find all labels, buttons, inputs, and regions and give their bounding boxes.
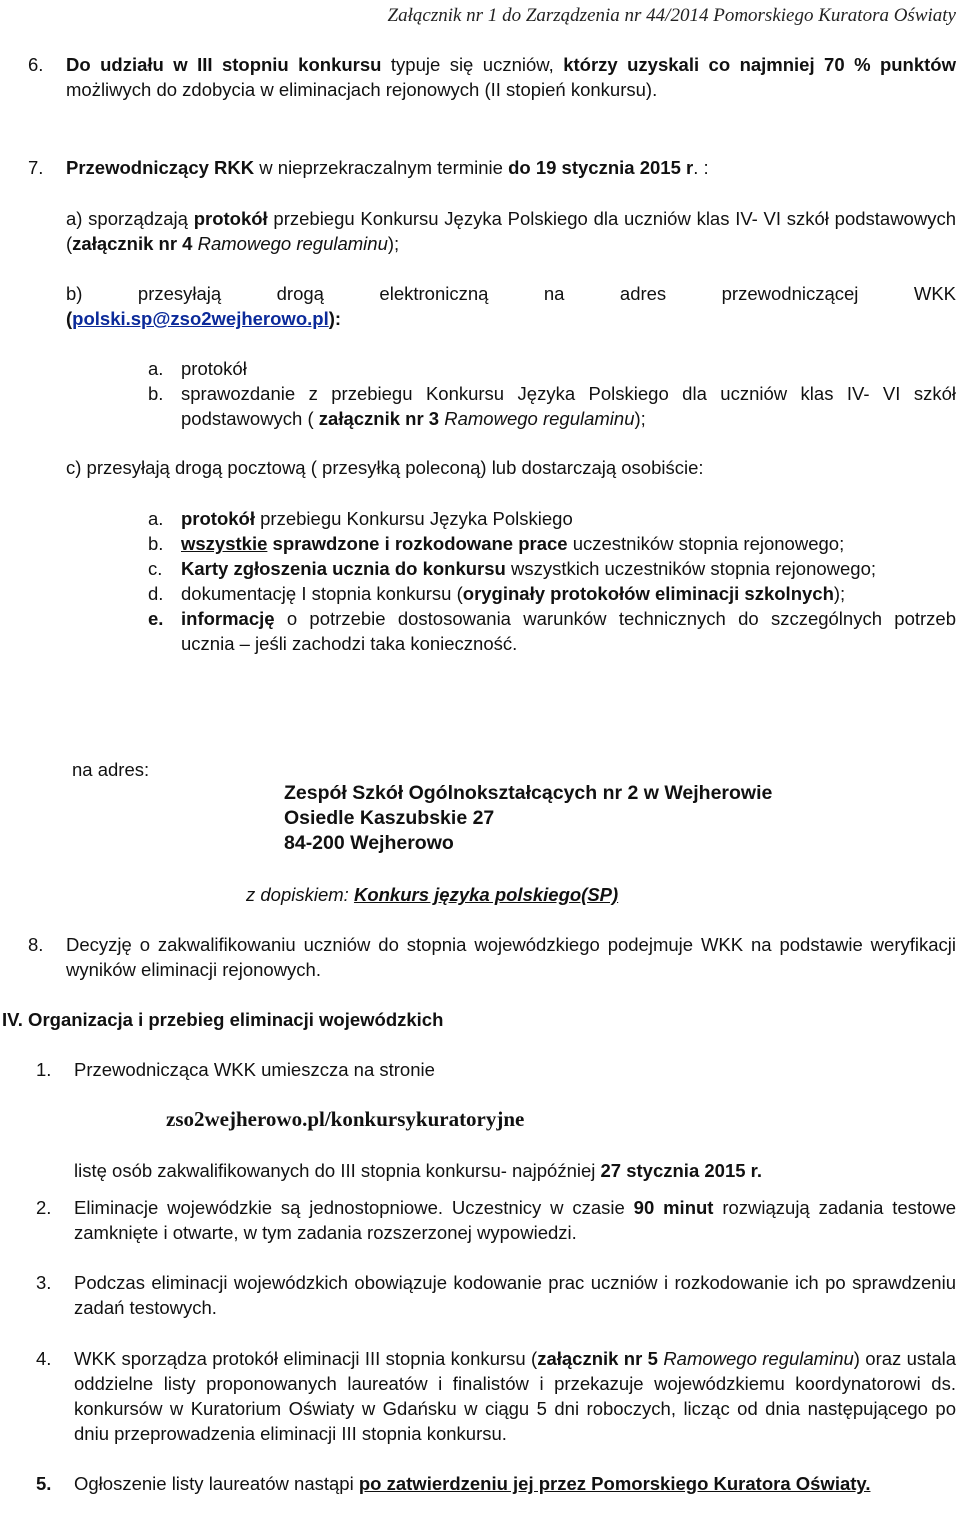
list-item-italic: Ramowego regulaminu: [444, 408, 635, 429]
item-number: 2.: [36, 1197, 52, 1218]
list-item-bold: Karty zgłoszenia ucznia do konkursu: [181, 558, 506, 579]
list-item-text: [181, 556, 956, 581]
address-line-2: Osiedle Kaszubskie 27: [284, 807, 495, 829]
item-7-bold-1: Przewodniczący RKK: [66, 157, 255, 178]
item-4-text-1: WKK sporządza protokół eliminacji III stopnia konkursu (: [74, 1348, 538, 1369]
deadline-date: 27 stycznia 2015 r.: [600, 1160, 762, 1181]
list-item-bold: załącznik nr 3: [318, 408, 440, 429]
item-6-text-2: typuje się uczniów,: [381, 54, 564, 75]
subitem-c-list: [148, 506, 956, 656]
list-item: [148, 581, 956, 606]
section-4-item-4-text: [74, 1346, 956, 1446]
address-label: na adres:: [72, 759, 150, 780]
list-item-text: [181, 581, 956, 606]
item-number: 6.: [28, 54, 44, 75]
list-item-text-2: wszystkich uczestników stopnia rejonowego;: [505, 558, 877, 579]
list-item: [148, 531, 956, 556]
item-8: [28, 932, 956, 982]
page-header: Załącznik nr 1 do Zarządzenia nr 44/2014 Pomorskiego Kuratora Oświaty: [387, 5, 956, 26]
address-block: [284, 781, 772, 856]
section-4-item-1-deadline: [74, 1158, 762, 1183]
section-4-item-1-text: Przewodnicząca WKK umieszcza na stronie: [74, 1059, 435, 1080]
item-5-text-1: Ogłoszenie listy laureatów nastąpi: [74, 1473, 359, 1494]
item-7-text: [66, 155, 956, 180]
list-item-bold: protokół: [181, 508, 255, 529]
section-4-item-2-text: [74, 1195, 956, 1245]
item-4-annex: załącznik nr 5: [537, 1348, 658, 1369]
list-letter: a.: [148, 358, 164, 379]
item-number: 1.: [36, 1059, 52, 1080]
subitem-a-bold: protokół: [193, 208, 268, 229]
list-item-bold: informację: [181, 608, 275, 629]
list-item-text: [181, 381, 956, 431]
section-4-item-2: [36, 1195, 956, 1245]
list-item-bold-underlined: wszystkie: [181, 533, 268, 554]
list-letter: b.: [148, 533, 164, 554]
subitem-b-paren-open: (: [66, 308, 73, 329]
list-item-text-3: );: [833, 583, 846, 604]
results-url: zso2wejherowo.pl/konkursykuratoryjne: [166, 1107, 525, 1131]
list-item: [148, 556, 956, 581]
item-5-bold-underlined: po zatwierdzeniu jej przez Pomorskiego Kuratora Oświaty.: [358, 1473, 871, 1494]
section-4-item-5-text: [74, 1471, 956, 1496]
section-4-heading: IV. Organizacja i przebieg eliminacji wojewódzkich: [2, 1009, 444, 1030]
list-letter: a.: [148, 508, 164, 529]
item-7-text-4: . :: [693, 157, 709, 178]
section-4-item-5: [36, 1471, 956, 1496]
subitem-a: [66, 206, 956, 256]
list-item: [148, 606, 956, 656]
section-4-item-1: [36, 1057, 956, 1082]
item-6-text-4: możliwych do zdobycia w eliminacjach rejonowych (II stopień konkursu).: [66, 79, 658, 100]
subitem-b-line-2: [66, 306, 956, 331]
list-item-bold: sprawdzone i rozkodowane prace: [267, 533, 568, 554]
item-6-text: [66, 52, 956, 102]
item-6-bold-1: Do udziału w III stopniu konkursu: [66, 54, 382, 75]
address-note: [246, 882, 618, 907]
address-note-title: Konkurs języka polskiego(SP): [353, 884, 619, 905]
list-letter: d.: [148, 583, 164, 604]
subitem-b: [66, 281, 956, 331]
item-8-text: Decyzję o zakwalifikowaniu uczniów do stopnia wojewódzkiego podejmuje WKK na podstawie weryfikacji wyników eliminacji rejonowych.: [66, 934, 956, 980]
address-line-1: Zespół Szkół Ogólnokształcących nr 2 w Wejherowie: [284, 782, 773, 804]
list-item-text: [181, 606, 956, 656]
section-4-item-3: [36, 1270, 956, 1320]
list-item: [148, 381, 956, 431]
list-letter: c.: [148, 558, 163, 579]
list-item: [148, 506, 956, 531]
deadline-text: listę osób zakwalifikowanych do III stopnia konkursu- najpóźniej: [74, 1160, 601, 1181]
subitem-b-line-1: b) przesyłają drogą elektroniczną na adres przewodniczącej WKK: [66, 283, 956, 304]
item-6: [28, 52, 956, 102]
list-item-bold: oryginały protokołów eliminacji szkolnych: [462, 583, 834, 604]
email-link[interactable]: polski.sp@zso2wejherowo.pl: [72, 308, 329, 329]
item-7-bold-2: do 19 stycznia 2015 r: [508, 157, 694, 178]
item-7-text-2: w nieprzekraczalnym terminie: [254, 157, 509, 178]
list-item-text-2: przebiegu Konkursu Języka Polskiego: [255, 508, 573, 529]
item-number: 8.: [28, 934, 44, 955]
item-number: 4.: [36, 1348, 52, 1369]
list-letter: e.: [148, 608, 164, 629]
list-item-text-4: );: [634, 408, 646, 429]
section-4-item-4: [36, 1346, 956, 1446]
item-4-text-4: ) oraz ustala oddzielne listy proponowanych laureatów i finalistów i przekazuje wojewódzkiemu koordynatorowi ds. konkursów w Kuratorium Oświaty w Gdańsku w ciągu 5 dni roboczych, licząc od dnia następującego po dniu przeprowadzenia eliminacji III stopnia konkursu.: [74, 1348, 957, 1444]
item-2-text-3: rozwiązują zadania testowe zamknięte i otwarte, w tym zadania rozszerzonej wypowiedzi.: [74, 1197, 956, 1243]
subitem-a-annex: załącznik nr 4: [72, 233, 193, 254]
subitem-a-text-1: a) sporządzają: [66, 208, 194, 229]
subitem-c: c) przesyłają drogą pocztową ( przesyłką poleconą) lub dostarczają osobiście:: [66, 457, 704, 478]
list-item-text-2: o potrzebie dostosowania warunków technicznych do szczególnych potrzeb ucznia – jeśli zachodzi taka konieczność.: [181, 608, 956, 654]
item-4-italic: Ramowego regulaminu: [663, 1348, 854, 1369]
item-2-text-1: Eliminacje wojewódzkie są jednostopniowe. Uczestnicy w czasie: [74, 1197, 634, 1218]
list-item-text-1: sprawozdanie z przebiegu Konkursu Języka Polskiego dla uczniów klas IV- VI szkół podstawowych (: [181, 383, 956, 429]
list-item-text: [181, 531, 956, 556]
list-item-text: [181, 506, 956, 531]
list-item-text-1: dokumentację I stopnia konkursu (: [181, 583, 463, 604]
section-4-item-3-text: Podczas eliminacji wojewódzkich obowiązuje kodowanie prac uczniów i rozkodowanie ich po sprawdzeniu zadań testowych.: [74, 1272, 956, 1318]
address-line-3: 84-200 Wejherowo: [284, 832, 454, 854]
subitem-b-paren-close: ):: [328, 308, 342, 329]
list-item-text-3: uczestników stopnia rejonowego;: [567, 533, 845, 554]
item-6-bold-2: którzy uzyskali co najmniej 70 % punktów: [563, 54, 957, 75]
subitem-b-list: [148, 356, 956, 431]
item-number: 5.: [36, 1473, 52, 1494]
item-number: 3.: [36, 1272, 52, 1293]
item-7: [28, 155, 956, 180]
subitem-a-italic: Ramowego regulaminu: [197, 233, 388, 254]
item-2-bold: 90 minut: [633, 1197, 714, 1218]
list-letter: b.: [148, 383, 164, 404]
subitem-a-text-6: );: [387, 233, 400, 254]
subitem-a-text-3: przebiegu Konkursu Języka Polskiego dla uczniów klas IV- VI szkół podstawowych (: [66, 208, 956, 254]
address-note-prefix: z dopiskiem:: [246, 884, 354, 905]
list-item: [148, 356, 956, 381]
list-item-text: protokół: [181, 358, 247, 379]
item-number: 7.: [28, 157, 44, 178]
